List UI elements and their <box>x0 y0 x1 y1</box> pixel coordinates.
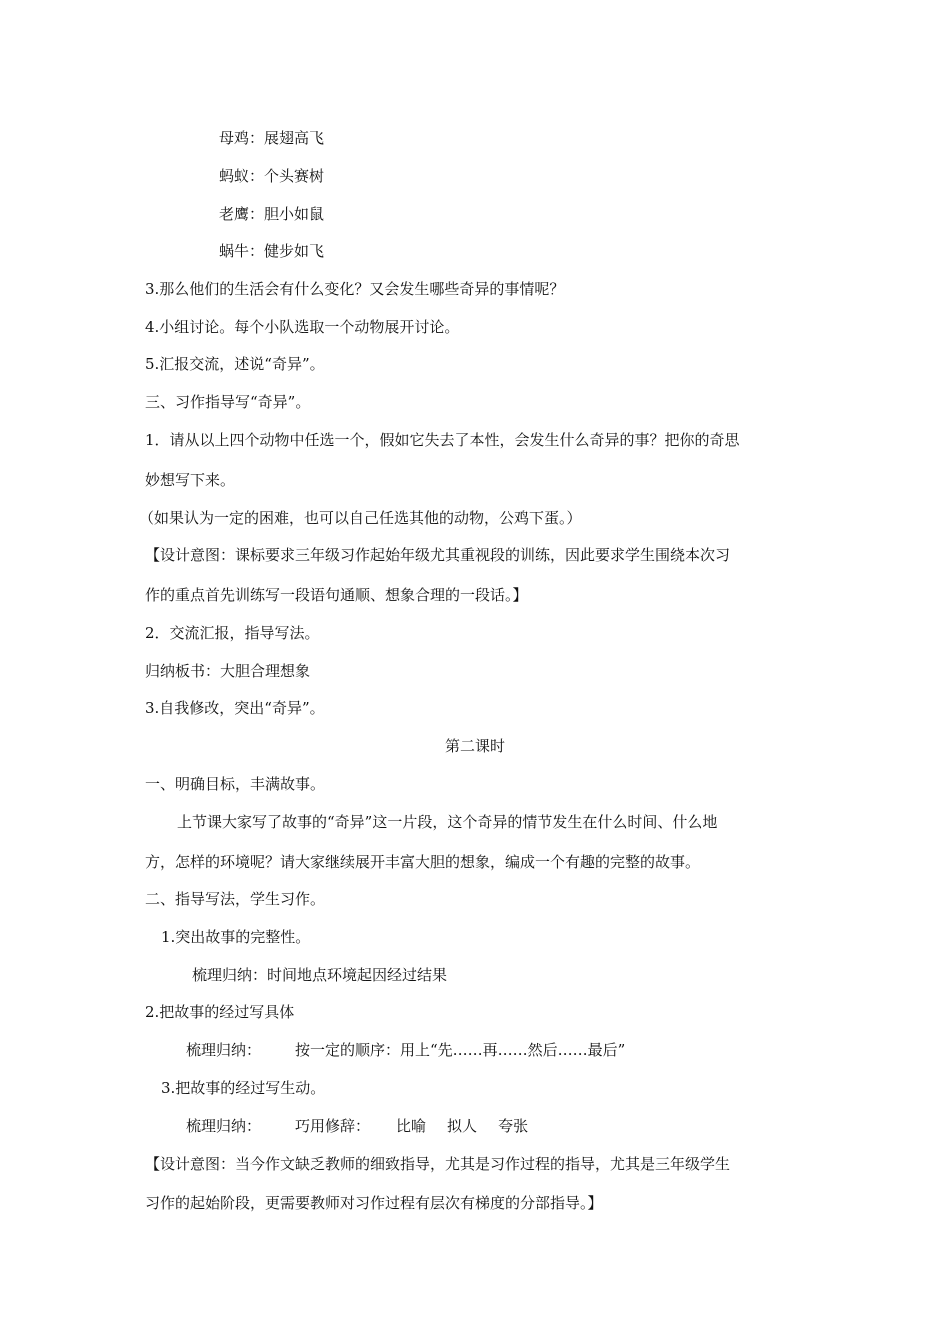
rhetoric-personification: 拟人 <box>447 1117 478 1135</box>
animal-trait: 健步如飞 <box>264 242 325 260</box>
colon: ： <box>249 129 265 147</box>
question-3: 3.那么他们的生活会有什么变化？又会发生哪些奇异的事情呢？ <box>145 280 565 298</box>
animal-name: 蜗牛 <box>219 242 250 260</box>
rhetoric-label: 巧用修辞： <box>295 1117 371 1135</box>
summary-label: 梳理归纳： <box>186 1041 262 1059</box>
task-1-line-1: 1．请从以上四个动物中任选一个，假如它失去了本性，会发生什么奇异的事？把你的奇思 <box>145 431 740 449</box>
animal-line-eagle <box>219 204 324 224</box>
guide-1: 1.突出故事的完整性。 <box>161 928 311 946</box>
paragraph-line-2: 方，怎样的环境呢？请大家继续展开丰富大胆的想象，编成一个有趣的完整的故事。 <box>145 853 701 871</box>
paragraph-line-1: 上节课大家写了故事的“奇异”这一片段，这个奇异的情节发生在什么时间、什么地 <box>177 813 718 831</box>
animal-trait: 胆小如鼠 <box>264 205 325 223</box>
note-text: （如果认为一定的困难，也可以自己任选其他的动物，公鸡下蛋。） <box>139 509 582 527</box>
animal-trait: 展翅高飞 <box>264 129 325 147</box>
colon: ： <box>249 205 265 223</box>
guide-1-summary: 梳理归纳：时间地点环境起因经过结果 <box>192 966 448 984</box>
guide-3: 3.把故事的经过写生动。 <box>161 1079 326 1097</box>
task-3: 3.自我修改，突出“奇异”。 <box>145 699 325 717</box>
summary-text: 按一定的顺序：用上“先……再……然后……最后” <box>295 1041 626 1059</box>
lesson-2-title: 第二课时 <box>444 737 505 755</box>
animal-line-snail <box>219 241 324 261</box>
animal-line-ant <box>219 166 324 186</box>
animal-trait: 个头赛树 <box>264 167 325 185</box>
design-intent-2-line-2: 习作的起始阶段，更需要教师对习作过程有层次有梯度的分部指导。】 <box>145 1194 603 1212</box>
guide-2: 2.把故事的经过写具体 <box>145 1003 295 1021</box>
step-4: 4.小组讨论。每个小队选取一个动物展开讨论。 <box>145 318 460 336</box>
task-2: 2．交流汇报，指导写法。 <box>145 624 320 642</box>
colon: ： <box>249 167 265 185</box>
guide-2-summary <box>186 1040 625 1060</box>
guide-3-summary <box>186 1116 528 1136</box>
summary-label: 梳理归纳： <box>186 1117 262 1135</box>
design-intent-1-line-2: 作的重点首先训练写一段语句通顺、想象合理的一段话。】 <box>145 586 528 604</box>
task-1-line-2: 妙想写下来。 <box>145 471 236 489</box>
animal-line-hen <box>219 128 324 148</box>
animal-name: 老鹰 <box>219 205 250 223</box>
colon: ： <box>249 242 265 260</box>
lesson-2-section-1: 一、明确目标，丰满故事。 <box>145 775 326 793</box>
animal-name: 蚂蚁 <box>219 167 250 185</box>
animal-name: 母鸡 <box>219 129 250 147</box>
design-intent-2-line-1: 【设计意图：当今作文缺乏教师的细致指导，尤其是习作过程的指导，尤其是三年级学生 <box>145 1155 731 1173</box>
rhetoric-simile: 比喻 <box>396 1117 427 1135</box>
step-5: 5.汇报交流，述说“奇异”。 <box>145 355 325 373</box>
board-summary: 归纳板书：大胆合理想象 <box>145 662 311 680</box>
design-intent-1-line-1: 【设计意图：课标要求三年级习作起始年级尤其重视段的训练，因此要求学生围绕本次习 <box>145 546 731 564</box>
section-3-heading: 三、习作指导写“奇异”。 <box>145 393 311 411</box>
rhetoric-exaggeration: 夸张 <box>498 1117 529 1135</box>
lesson-2-section-2: 二、指导写法，学生习作。 <box>145 890 326 908</box>
